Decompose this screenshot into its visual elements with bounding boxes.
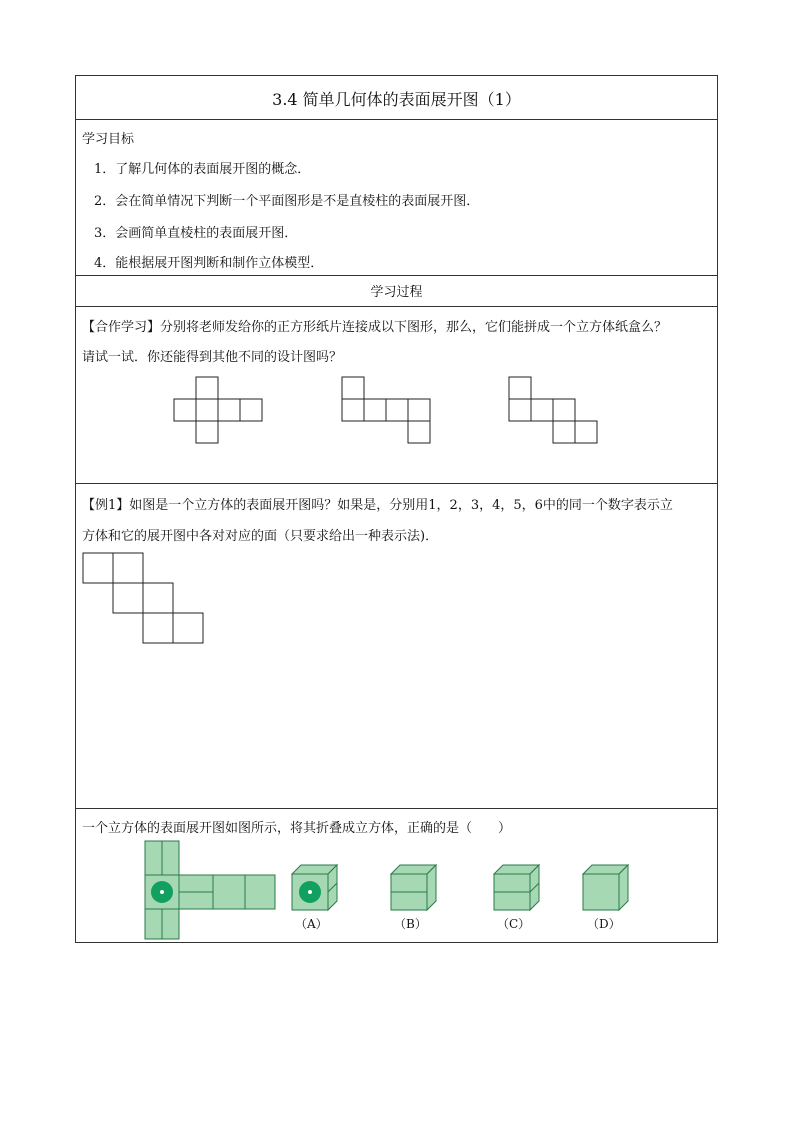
page-title-text: 3.4 简单几何体的表面展开图（1） <box>272 89 521 109</box>
process-heading-text: 学习过程 <box>370 285 423 300</box>
objective-item: 1．了解几何体的表面展开图的概念． <box>94 162 311 177</box>
option-cube-d <box>583 865 628 910</box>
option-label-a: （A） <box>295 917 328 931</box>
option-label-d: （D） <box>587 917 621 931</box>
objective-item: 2．会在简单情况下判断一个平面图形是不是直棱柱的表面展开图． <box>94 194 480 209</box>
objective-item: 4．能根据展开图判断和制作立体模型． <box>94 256 324 271</box>
option-cube-b <box>391 865 436 910</box>
worksheet-table <box>75 75 718 943</box>
example-line-1: 【例1】如图是一个立方体的表面展开图吗？如果是，分别用1，2，3，4，5，6中的同一个数字表示立 <box>82 498 673 513</box>
option-label-c: （C） <box>497 917 531 931</box>
green-cube-net <box>145 841 275 939</box>
example-line-2: 方体和它的展开图中各对对应的面（只要求给出一种表示法)． <box>82 529 439 544</box>
option-cube-c <box>494 865 539 910</box>
coop-line-2: 请试一试．你还能得到其他不同的设计图吗？ <box>82 350 343 365</box>
option-label-b: （B） <box>394 917 427 931</box>
option-cube-a <box>292 865 337 910</box>
coop-line-1: 【合作学习】分别将老师发给你的正方形纸片连接成以下图形，那么，它们能拼成一个立方体纸盒么？ <box>82 320 668 335</box>
objective-item: 3．会画简单直棱柱的表面展开图． <box>94 226 298 241</box>
question-text: 一个立方体的表面展开图如图所示，将其折叠成立方体，正确的是（ ） <box>82 821 512 836</box>
question-figures <box>76 76 717 942</box>
objectives-heading: 学习目标 <box>82 132 135 147</box>
